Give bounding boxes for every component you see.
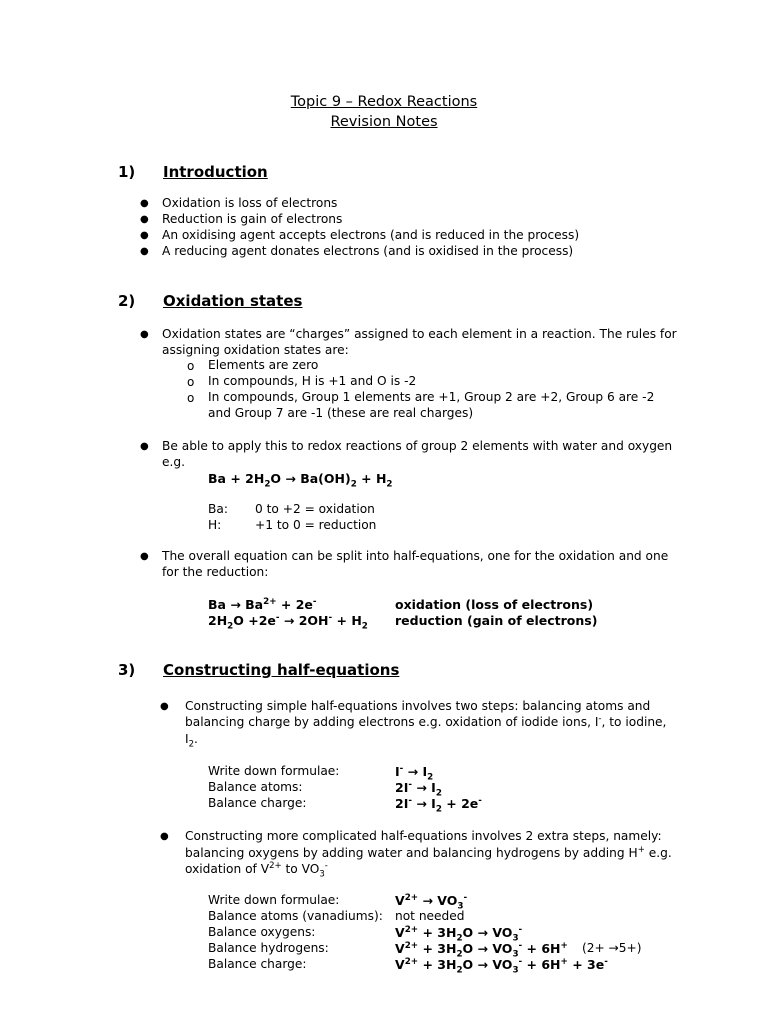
document-title: Topic 9 – Redox Reactions xyxy=(290,94,478,110)
step-label: Write down formulae: xyxy=(208,893,340,907)
paragraph-line: Constructing more complicated half-equations involves 2 extra steps, namely: xyxy=(185,829,662,843)
section-heading: Constructing half-equations xyxy=(163,661,400,679)
reduction-description: reduction (gain of electrons) xyxy=(395,613,598,628)
step-equation: $2I^- \to I_2 + 2e^-$ xyxy=(395,795,482,815)
sub-bullet-icon: o xyxy=(187,391,195,405)
step-equation: $V^{2+} + 3H_2O \to VO_3^-$ xyxy=(395,924,523,944)
list-item: An oxidising agent accepts electrons (and is reduced in the process) xyxy=(162,228,580,242)
bullet-icon: ● xyxy=(140,214,149,225)
step-label: Balance oxygens: xyxy=(208,925,316,939)
sub-list-item-continued: and Group 7 are -1 (these are real charges) xyxy=(208,406,474,420)
sub-bullet-icon: o xyxy=(187,359,195,373)
step-equation: $V^{2+} \to VO_3^-$ xyxy=(395,892,468,912)
paragraph-line: Oxidation states are “charges” assigned to each element in a reaction. The rules for xyxy=(162,327,677,341)
sub-bullet-icon: o xyxy=(187,375,195,389)
paragraph-line: balancing charge by adding electrons e.g. oxidation of iodide ions, I-, to iodine, xyxy=(185,713,667,729)
step-note: not needed xyxy=(395,909,465,923)
bullet-icon: ● xyxy=(140,551,149,562)
iodine-formula: $I_2$. xyxy=(185,732,198,750)
bullet-icon: ● xyxy=(160,831,169,842)
half-equation-reduction: $2H_2O +2e^- \to 2OH^- + H_2$ xyxy=(208,612,368,632)
equation-ba-water: $Ba + 2H_2O \to Ba(OH)_2 + H_2$ xyxy=(208,471,393,490)
half-equation-oxidation: $Ba \to Ba^{2+} + 2e^-$ xyxy=(208,596,317,612)
step-equation: $I^- \to I_2$ xyxy=(395,763,434,783)
section-number: 1) xyxy=(118,163,136,181)
list-item: Reduction is gain of electrons xyxy=(162,212,343,226)
paragraph-line: Be able to apply this to redox reactions of group 2 elements with water and oxygen xyxy=(162,439,673,453)
list-item: Oxidation is loss of electrons xyxy=(162,196,338,210)
step-label: Balance hydrogens: xyxy=(208,941,329,955)
step-label: Balance atoms: xyxy=(208,780,303,794)
oxidation-description: oxidation (loss of electrons) xyxy=(395,597,594,612)
step-label: Balance atoms (vanadiums): xyxy=(208,909,383,923)
h-value: +1 to 0 = reduction xyxy=(255,518,377,532)
section-number: 3) xyxy=(118,661,136,679)
step-equation: $V^{2+} + 3H_2O \to VO_3^- + 6H^+ + 3e^-$ xyxy=(395,956,608,976)
sub-list-item: Elements are zero xyxy=(208,358,319,372)
paragraph-line: oxidation of $V^{2+}$ to $VO_3^-$ xyxy=(185,860,328,880)
bullet-icon: ● xyxy=(140,198,149,209)
bullet-icon: ● xyxy=(140,441,149,452)
step-label: Balance charge: xyxy=(208,957,307,971)
step-equation: $2I^- \to I_2$ xyxy=(395,779,442,799)
paragraph-line: balancing oxygens by adding water and balancing hydrogens by adding H+ e.g. xyxy=(185,844,672,860)
document-subtitle: Revision Notes xyxy=(330,114,438,130)
bullet-icon: ● xyxy=(160,701,169,712)
section-number: 2) xyxy=(118,292,136,310)
h-label: H: xyxy=(208,518,222,532)
paragraph-line: Constructing simple half-equations involves two steps: balancing atoms and xyxy=(185,699,651,713)
paragraph-line: for the reduction: xyxy=(162,565,269,579)
charge-change-note: (2+ →5+) xyxy=(582,941,642,955)
bullet-icon: ● xyxy=(140,329,149,340)
ba-label: Ba: xyxy=(208,502,228,516)
step-label: Balance charge: xyxy=(208,796,307,810)
bullet-icon: ● xyxy=(140,246,149,257)
step-label: Write down formulae: xyxy=(208,764,340,778)
sub-list-item: In compounds, H is +1 and O is -2 xyxy=(208,374,417,388)
list-item: A reducing agent donates electrons (and is oxidised in the process) xyxy=(162,244,574,258)
ba-value: 0 to +2 = oxidation xyxy=(255,502,375,516)
paragraph-line: e.g. xyxy=(162,455,185,469)
sub-list-item: In compounds, Group 1 elements are +1, Group 2 are +2, Group 6 are -2 xyxy=(208,390,655,404)
paragraph-line: assigning oxidation states are: xyxy=(162,343,349,357)
step-equation: $V^{2+} + 3H_2O \to VO_3^- + 6H^+$ xyxy=(395,940,568,960)
section-heading: Oxidation states xyxy=(163,292,303,310)
section-heading: Introduction xyxy=(163,163,268,181)
paragraph-line: The overall equation can be split into half-equations, one for the oxidation and one xyxy=(162,549,669,563)
bullet-icon: ● xyxy=(140,230,149,241)
